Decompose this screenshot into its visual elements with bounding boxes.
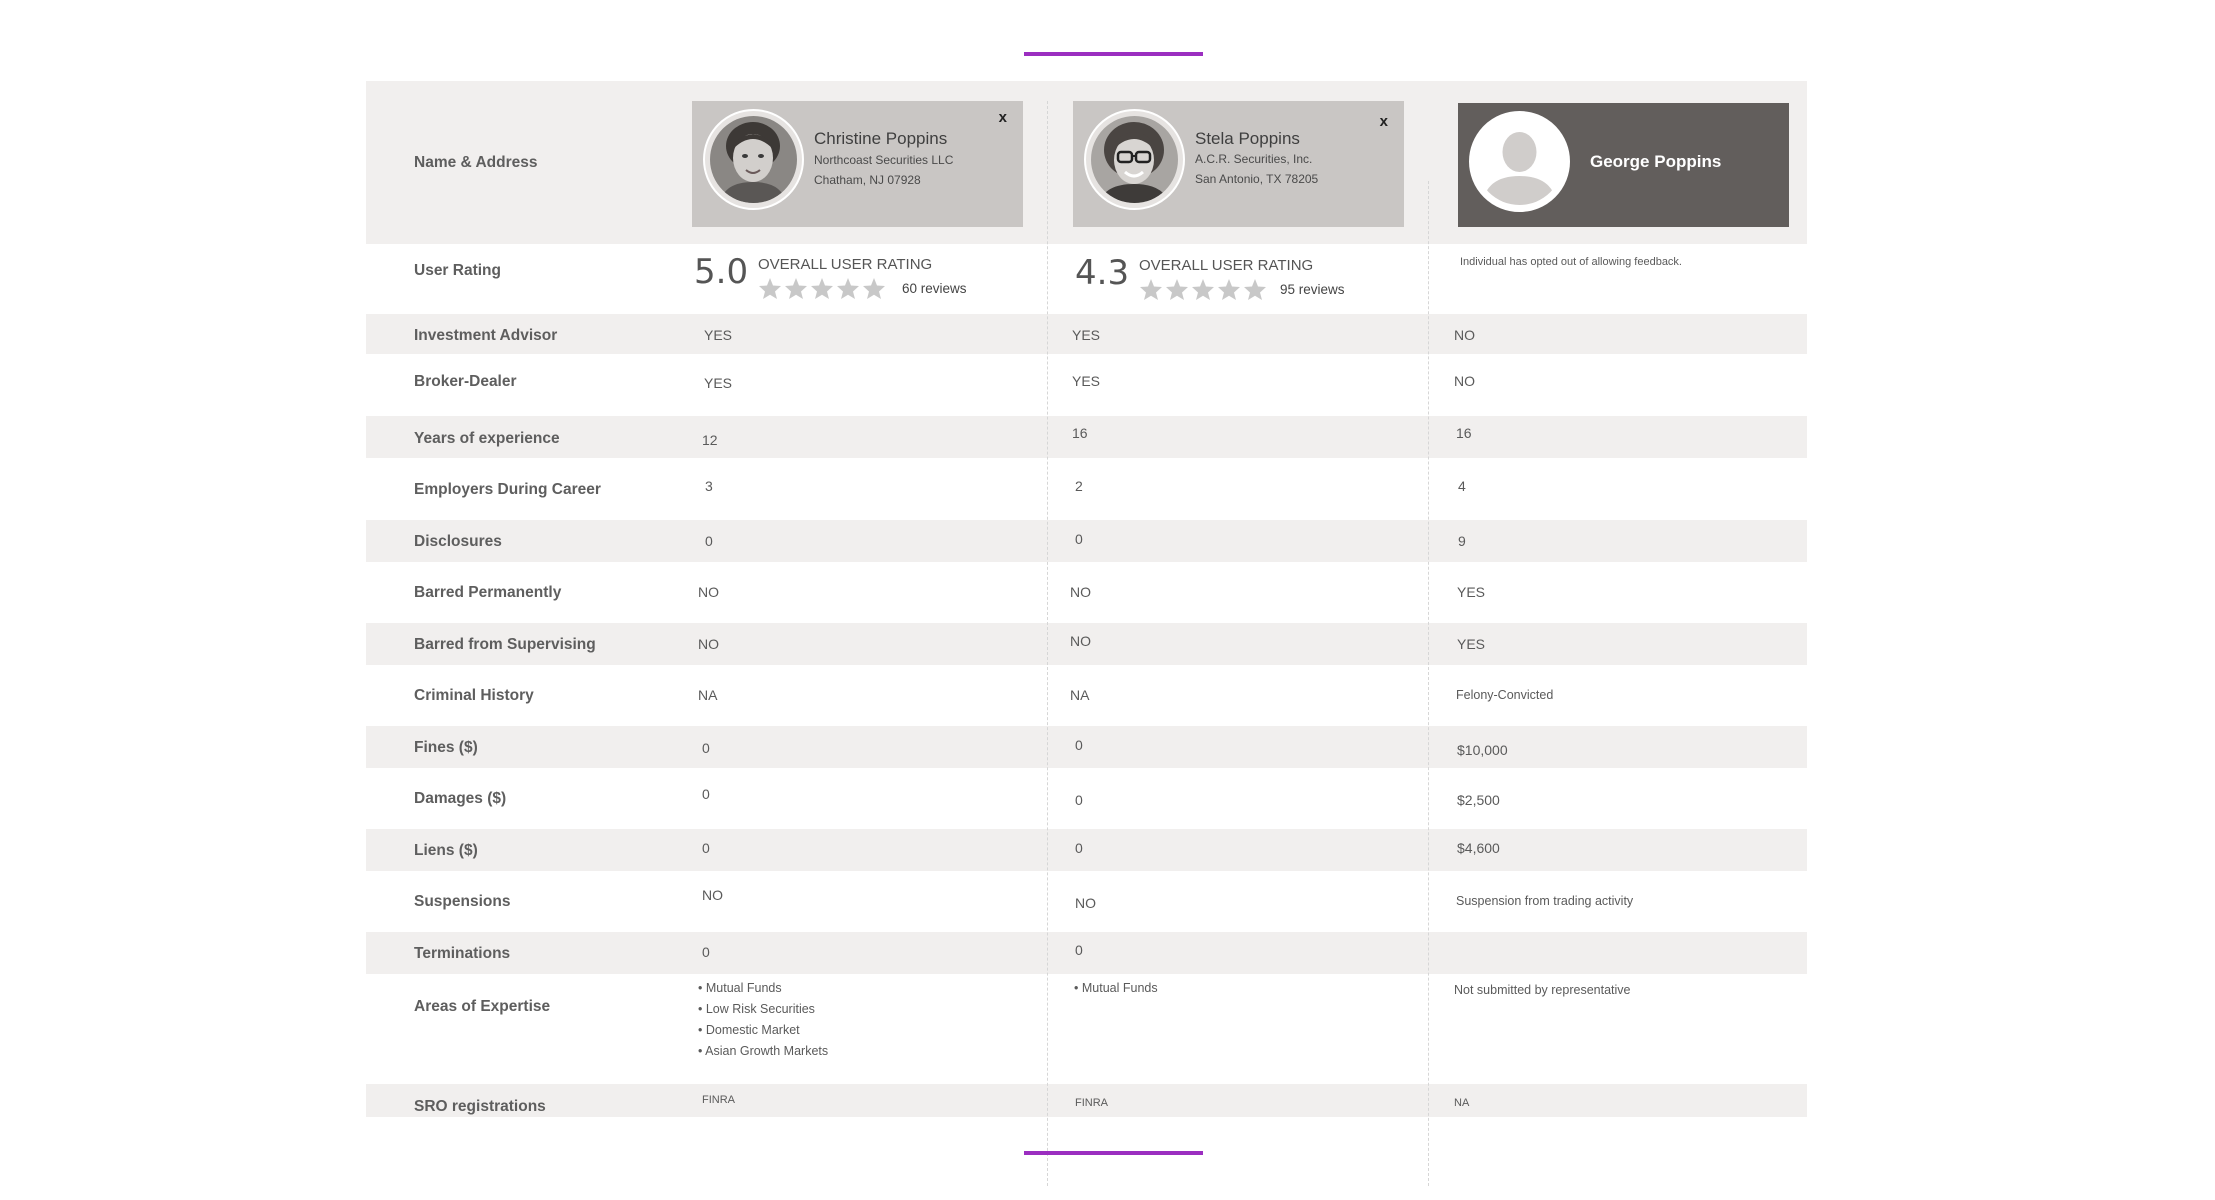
row-label-barred-supervising: Barred from Supervising <box>414 636 596 653</box>
liens-row <box>366 829 1807 871</box>
cell-value: 16 <box>1456 425 1472 441</box>
rating-caption: OVERALL USER RATING <box>1139 257 1314 274</box>
female-portrait-icon <box>710 116 797 203</box>
remove-advisor-button[interactable]: x <box>1379 113 1388 130</box>
barred-supervising-row <box>366 623 1807 665</box>
cell-value: YES <box>1072 327 1101 343</box>
review-count[interactable]: 60 reviews <box>902 281 967 296</box>
star-icon <box>836 277 860 299</box>
avatar <box>1469 111 1570 212</box>
cell-value: YES <box>1457 584 1486 600</box>
expertise-item: • Domestic Market <box>698 1020 828 1041</box>
expertise-note: Not submitted by representative <box>1454 983 1631 997</box>
cell-value: YES <box>1457 636 1486 652</box>
cell-value: FINRA <box>702 1094 735 1106</box>
cell-value: YES <box>1072 373 1101 389</box>
cell-value: 9 <box>1458 533 1466 549</box>
cell-value: $2,500 <box>1457 792 1500 808</box>
star-icon <box>862 277 886 299</box>
row-label-damages: Damages ($) <box>414 790 507 807</box>
star-icon <box>784 277 808 299</box>
row-label-suspensions: Suspensions <box>414 893 511 910</box>
row-label-broker-dealer: Broker-Dealer <box>414 373 517 390</box>
star-icon <box>1139 278 1163 300</box>
name-address-row <box>366 81 1807 244</box>
cell-value: Felony-Convicted <box>1456 688 1554 702</box>
female-portrait-glasses-icon <box>1091 116 1178 203</box>
barred-permanently-row <box>366 562 1807 623</box>
advisor-comparison-table <box>366 81 1807 1117</box>
advisor-card-george <box>1458 103 1789 227</box>
rating-opt-out-note: Individual has opted out of allowing feedback. <box>1460 256 1682 268</box>
areas-expertise-row <box>366 974 1807 1084</box>
cell-value: 0 <box>1075 531 1083 547</box>
cell-value: 0 <box>702 944 710 960</box>
row-label-areas-expertise: Areas of Expertise <box>414 998 551 1015</box>
cell-value: 3 <box>705 478 713 494</box>
cell-value: NO <box>1070 584 1091 600</box>
cell-value: 0 <box>1075 792 1083 808</box>
expertise-item: • Mutual Funds <box>698 978 828 999</box>
row-label-name-address: Name & Address <box>414 154 538 171</box>
row-label-barred-permanently: Barred Permanently <box>414 584 562 601</box>
cell-value: 0 <box>705 533 713 549</box>
damages-row <box>366 768 1807 829</box>
cell-value: 0 <box>702 840 710 856</box>
cell-value: NO <box>702 887 723 903</box>
rating-score: 5.0 <box>694 252 749 292</box>
row-label-investment-advisor: Investment Advisor <box>414 327 558 344</box>
bottom-accent-line <box>1024 1151 1203 1155</box>
cell-value: NA <box>1454 1097 1470 1109</box>
cell-value: NO <box>698 636 719 652</box>
cell-value: NO <box>1454 373 1475 389</box>
top-accent-line <box>1024 52 1203 56</box>
row-label-terminations: Terminations <box>414 945 511 962</box>
row-label-sro: SRO registrations <box>414 1098 546 1115</box>
advisor-card-stela <box>1073 101 1404 227</box>
cell-value: $10,000 <box>1457 742 1508 758</box>
star-icon <box>1217 278 1241 300</box>
advisor-card-christine <box>692 101 1023 227</box>
expertise-item: • Low Risk Securities <box>698 999 828 1020</box>
cell-value: 4 <box>1458 478 1466 494</box>
advisor-name: Stela Poppins <box>1195 129 1300 148</box>
investment-advisor-row <box>366 314 1807 354</box>
terminations-row <box>366 932 1807 974</box>
star-icon <box>1243 278 1267 300</box>
advisor-location: San Antonio, TX 78205 <box>1195 172 1319 186</box>
cell-value: NA <box>698 687 718 703</box>
star-icon <box>758 277 782 299</box>
fines-row <box>366 726 1807 768</box>
column-divider <box>1047 101 1048 1186</box>
cell-value: NA <box>1070 687 1090 703</box>
default-user-silhouette-icon <box>1476 118 1563 205</box>
row-label-employers: Employers During Career <box>414 481 601 498</box>
expertise-item: • Asian Growth Markets <box>698 1041 828 1062</box>
cell-value: 12 <box>702 432 718 448</box>
cell-value: YES <box>704 327 733 343</box>
cell-value: 0 <box>702 786 710 802</box>
cell-value: FINRA <box>1075 1097 1108 1109</box>
row-label-liens: Liens ($) <box>414 842 478 859</box>
cell-value: YES <box>704 375 733 391</box>
advisor-name: Christine Poppins <box>814 129 948 148</box>
cell-value: NO <box>1075 895 1096 911</box>
criminal-history-row <box>366 665 1807 726</box>
cell-value: 0 <box>702 740 710 756</box>
advisor-firm: A.C.R. Securities, Inc. <box>1195 152 1313 166</box>
cell-value: 2 <box>1075 478 1083 494</box>
cell-value: $4,600 <box>1457 840 1500 856</box>
row-label-disclosures: Disclosures <box>414 533 502 550</box>
row-label-fines: Fines ($) <box>414 739 478 756</box>
broker-dealer-row <box>366 354 1807 416</box>
expertise-list <box>698 978 828 1062</box>
sro-registrations-row <box>366 1084 1807 1117</box>
review-count[interactable]: 95 reviews <box>1280 282 1345 297</box>
star-icon <box>1191 278 1215 300</box>
advisor-firm: Northcoast Securities LLC <box>814 153 954 167</box>
row-label-years-experience: Years of experience <box>414 430 560 447</box>
cell-value: NO <box>1454 327 1475 343</box>
cell-value: 0 <box>1075 942 1083 958</box>
advisor-name: George Poppins <box>1590 152 1722 171</box>
user-rating-row <box>366 244 1807 314</box>
column-divider <box>1428 181 1429 1186</box>
cell-value: 0 <box>1075 737 1083 753</box>
star-icon <box>1165 278 1189 300</box>
expertise-item: • Mutual Funds <box>1074 978 1158 999</box>
star-icon <box>810 277 834 299</box>
rating-score: 4.3 <box>1075 253 1130 293</box>
cell-value: 16 <box>1072 425 1088 441</box>
disclosures-row <box>366 520 1807 562</box>
employers-row <box>366 458 1807 520</box>
suspensions-row <box>366 871 1807 932</box>
avatar <box>703 109 804 210</box>
cell-value: Suspension from trading activity <box>1456 894 1634 908</box>
avatar <box>1084 109 1185 210</box>
years-experience-row <box>366 416 1807 458</box>
rating-caption: OVERALL USER RATING <box>758 256 933 273</box>
cell-value: 0 <box>1075 840 1083 856</box>
expertise-list <box>1074 978 1158 999</box>
row-label-criminal-history: Criminal History <box>414 687 534 704</box>
remove-advisor-button[interactable]: x <box>998 109 1007 126</box>
rating-stars <box>758 277 886 299</box>
rating-stars <box>1139 278 1267 300</box>
cell-value: NO <box>1070 633 1091 649</box>
advisor-location: Chatham, NJ 07928 <box>814 173 921 187</box>
row-label-user-rating: User Rating <box>414 262 501 279</box>
cell-value: NO <box>698 584 719 600</box>
